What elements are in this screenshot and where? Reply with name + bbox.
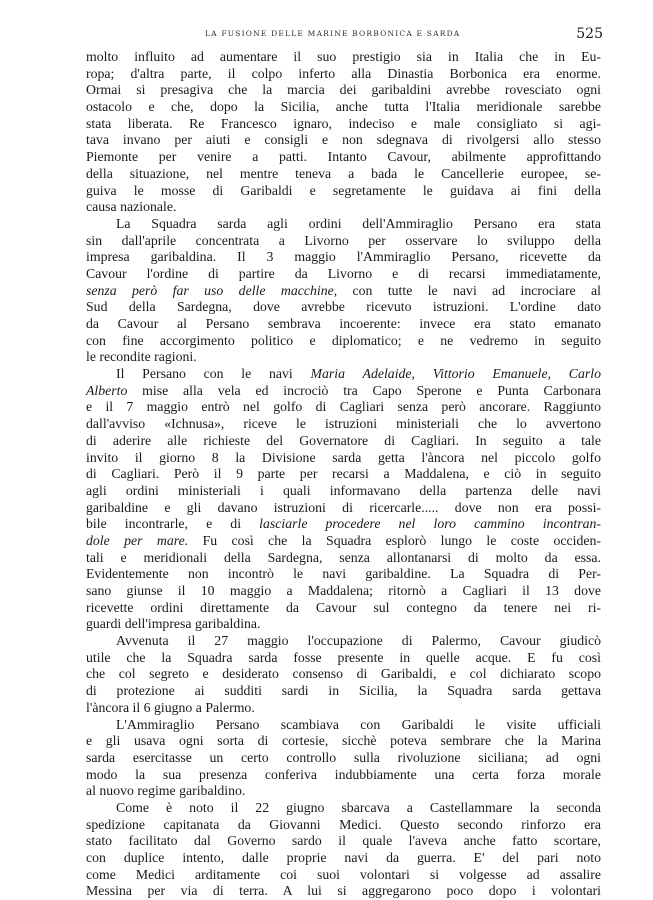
text-line: Messina per via di terra. A lui si aggregarono poco dopo i volontari <box>86 883 601 899</box>
italic-phrase: lasciarle procedere nel loro cammino incontran- <box>259 516 602 532</box>
text-line: tali e meridionali della Sardegna, senza allontanarsi di molto da essa. <box>86 549 601 565</box>
text-line: sano giunse il 10 maggio a Maddalena; ritornò a Cagliari il 13 dove <box>86 583 601 598</box>
text-line: e gli usava ogni sorta di cortesie, sicchè poteva sembrare che la Marina <box>86 733 601 749</box>
text-line: Il Persano con le navi Maria Adelaide, Vittorio Emanuele, Carlo <box>116 366 601 382</box>
italic-phrase: senza però far uso delle macchine <box>86 282 334 298</box>
text-line: Piemonte per venire a patti. Intanto Cavour, abilmente approfittando <box>86 149 601 165</box>
text-line: guiva le mosse di Garibaldi e segretamente le guidava ai fini della <box>86 182 601 198</box>
text-line: con fine accorgimento politico e diplomatico; e ne vedremo in seguito <box>86 332 601 348</box>
text-line: agli ordini ministeriali i quali informavano della partenza delle navi <box>86 482 601 498</box>
text-line: Evidentemente non incontrò le navi garibaldine. La Squadra di Per- <box>86 566 601 582</box>
text-line: utile che la Squadra sarda fosse presente in quelle acque. E fu così <box>86 649 601 665</box>
paragraph <box>86 717 601 800</box>
text-line: La Squadra sarda agli ordini dell'Ammiraglio Persano era stata <box>116 215 601 231</box>
text-line: di aderire alle richieste del Governatore di Cagliari. In seguito a tale <box>86 432 601 448</box>
text-line: molto influito ad aumentare il suo prestigio sia in Italia che in Eu- <box>86 49 601 64</box>
text-line: stata liberata. Re Francesco ignaro, indeciso e male consigliato si agi- <box>86 115 601 131</box>
text-line: e il 7 maggio entrò nel golfo di Cagliari senza però ancorare. Raggiunto <box>86 399 601 415</box>
text-line: con duplice intento, dalle proprie navi da guerra. E' del pari noto <box>86 850 601 865</box>
text-line: che col segreto e desiderato consenso di Garibaldi, e col dichiarato scopo <box>86 666 601 682</box>
running-head: LA FUSIONE DELLE MARINE BORBONICA E SARDA <box>205 29 461 38</box>
paragraph <box>86 216 601 366</box>
text-line: impresa garibaldina. Il 3 maggio l'Ammiraglio Persano, ricevette da <box>86 249 601 265</box>
text-line: garibaldine e gli davano istruzioni di ricercarle..... dove non era possi- <box>86 499 601 515</box>
text-line: invito il giorno 8 la Divisione sarda getta l'àncora nel piccolo golfo <box>86 449 601 465</box>
paragraph <box>86 633 601 716</box>
italic-phrase: dole per mare. <box>86 532 189 548</box>
text-line: dole per mare. Fu così che la Squadra esplorò lungo le coste occiden- <box>86 532 601 548</box>
text-line: ostacolo e che, dopo la Sicilia, anche tutta l'Italia meridionale sarebbe <box>86 99 601 115</box>
page-number: 525 <box>576 26 603 42</box>
text-line: ropa; d'altra parte, il colpo inferto alla Dinastia Borbonica era enorme. <box>86 65 601 81</box>
text-line: senza però far uso delle macchine, con tutte le navi ad incrociare al <box>86 282 601 298</box>
text-line: modo la sua presenza conferiva indubbiamente una certa forza morale <box>86 766 601 782</box>
italic-ship-names: Alberto <box>86 382 128 398</box>
text-line: stato facilitato dal Governo sardo il quale l'aveva anche fatto scortare, <box>86 833 601 849</box>
text-line: Come è noto il 22 giugno sbarcava a Castellammare la seconda <box>116 799 601 815</box>
paragraph <box>86 366 601 633</box>
text-line: sin dall'aprile concentrata a Livorno per osservare lo sviluppo della <box>86 232 601 248</box>
text-line: Sud della Sardegna, dove avrebbe ricevuto istruzioni. L'ordine dato <box>86 299 601 315</box>
text-line: spedizione capitanata da Giovanni Medici. Questo secondo rinforzo era <box>86 816 601 832</box>
text-line: della situazione, nel mentre teneva a bada le Cancellerie europee, se- <box>86 165 601 181</box>
text-line: bile incontrarle, e di lasciarle procedere nel loro cammino incontran- <box>86 516 602 532</box>
text-line: dall'avviso «Ichnusa», riceve le istruzioni ministeriali che lo avvertono <box>86 416 601 432</box>
text-line: da Cavour al Persano sembrava incoerente: invece era stato emanato <box>86 316 601 331</box>
text-line: L'Ammiraglio Persano scambiava con Garibaldi le visite ufficiali <box>116 716 601 732</box>
text-line: tava invano per aiuti e consigli e non sdegnava di rivolgersi allo stesso <box>86 132 601 148</box>
text-line: di Cagliari. Però il 9 parte per recarsi a Maddalena, e ciò in seguito <box>86 466 601 482</box>
text-line: Cavour l'ordine di partire da Livorno e di recarsi immediatamente, <box>86 265 601 281</box>
text-line: ricevette ordini direttamente da Cavour sul contegno da tenere nei ri- <box>86 599 601 615</box>
text-line: come Medici arditamente coi suoi volontari si volgesse ad assalire <box>86 866 601 882</box>
text-line: di protezione ai sudditi sardi in Sicilia, la Squadra sarda gettava <box>86 683 601 699</box>
body-text <box>86 49 601 900</box>
text-line: causa nazionale. <box>86 199 177 215</box>
paragraph <box>86 800 601 900</box>
text-line: le recondite ragioni. <box>86 349 197 365</box>
text-line: sarda esercitasse un certo controllo sulla rivoluzione siciliana; ad ogni <box>86 749 601 765</box>
text-line: Avvenuta il 27 maggio l'occupazione di Palermo, Cavour giudicò <box>116 633 601 649</box>
text-line: al nuovo regime garibaldino. <box>86 783 246 799</box>
text-line: l'àncora il 6 giugno a Palermo. <box>86 699 255 715</box>
text-line: Ormai si presagiva che la marcia dei garibaldini avrebbe rovesciato ogni <box>86 82 601 98</box>
paragraph <box>86 49 601 216</box>
text-line: Alberto mise alla vela ed incrociò tra Capo Sperone e Punta Carbonara <box>86 382 601 398</box>
text-line: guardi dell'impresa garibaldina. <box>86 616 261 632</box>
italic-ship-names: Maria Adelaide, Vittorio Emanuele, Carlo <box>310 366 601 382</box>
